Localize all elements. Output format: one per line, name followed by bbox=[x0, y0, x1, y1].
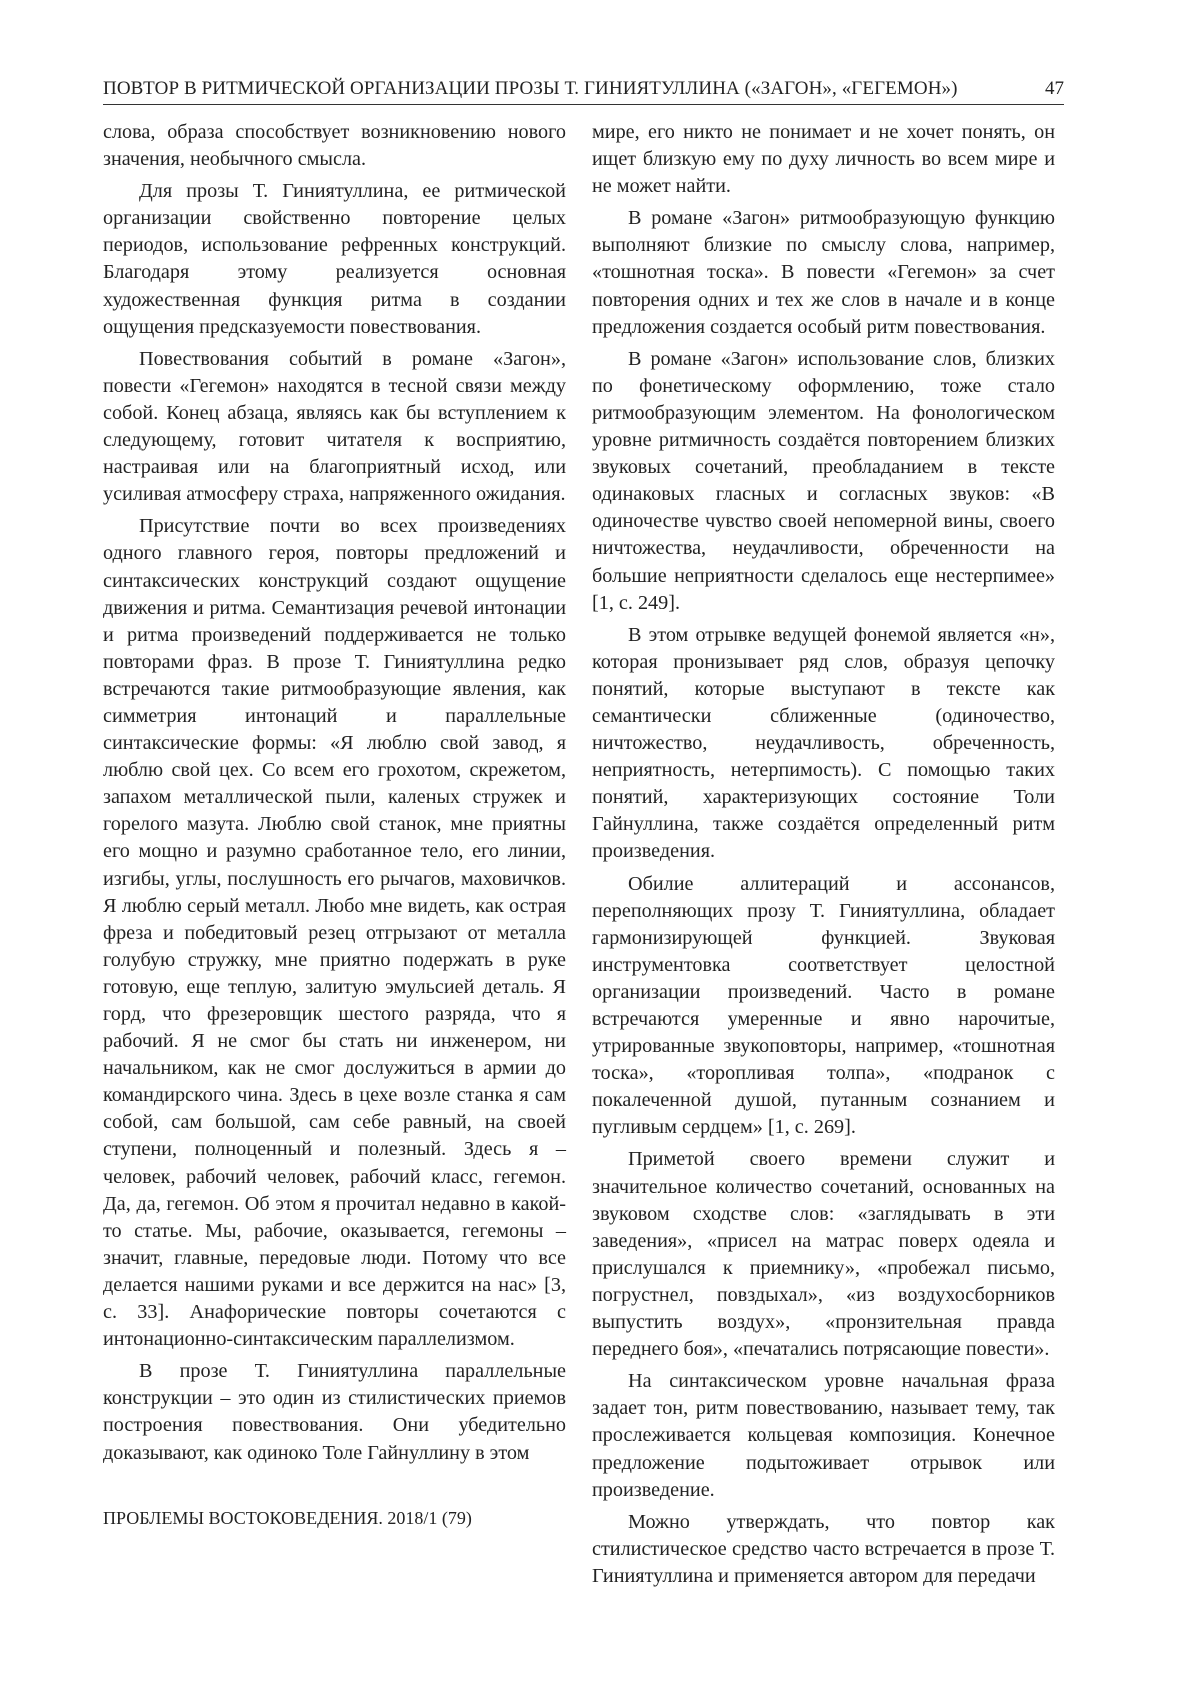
right-paragraph-5: Обилие аллитераций и ассонансов, переполняющих прозу Т. Гиниятуллина, обладает гармонизирующей функцией. Звуковая инструментовка соответствует целостной организации произведений. Часто в романе встречаются умеренные и явно нарочитые, утрированные звукоповторы, например, «тошнотная тоска», «торопливая толпа», «подранок с покалеченной душой, путанным сознанием и пугливым сердцем» [1, с. 269]. bbox=[592, 872, 1055, 1139]
left-paragraph-3: Повествования событий в романе «Загон», повести «Гегемон» находятся в тесной связи между собой. Конец абзаца, являясь как бы вступлением к следующему, готовит читателя к восприятию, настраивая или на благоприятный исход, или усиливая атмосферу страха, напряженного ожидания. bbox=[103, 347, 566, 506]
left-paragraph-4: Присутствие почти во всех произведениях одного главного героя, повторы предложений и синтаксических конструкций создают ощущение движения и ритма. Семантизация речевой интонации и ритма произведений поддерживается не только повторами фраз. В прозе Т. Гиниятуллина редко встречаются такие ритмообразующие явления, как симметрия интонаций и параллельные синтаксические формы: «Я люблю свой завод, я люблю свой цех. Со всем его грохотом, скрежетом, запахом металлической пыли, каленых стружек и горелого мазута. Люблю свой станок, мне приятны его мощно и разумно сработанное тело, его линии, изгибы, углы, послушность его рычагов, маховичков. Я люблю серый металл. Любо мне видеть, как острая фреза и победитовый резец отгрызают от металла голубую стружку, мне приятно подержать в руке готовую, еще теплую, залитую эмульсией деталь. Я горд, что фрезеровщик шестого разряда, что я рабочий. Я не смог бы стать ни инженером, ни начальником, как не смог дослужиться в армии до командирского чина. Здесь в цехе возле станка я сам собой, сам большой, сам себе равный, на своей ступени, полноценный и полезный. Здесь я – человек, рабочий человек, рабочий класс, гегемон. Да, да, гегемон. Об этом я прочитал недавно в какой-то статье. Мы, рабочие, оказывается, гегемоны – значит, главные, передовые люди. Потому что все делается нашими руками и все держится на нас» [3, с. 33]. Анафорические повторы сочетаются с интонационно-синтаксическим параллелизмом. bbox=[103, 515, 566, 1351]
page-number: 47 bbox=[1045, 78, 1064, 99]
running-head bbox=[103, 76, 1064, 105]
right-paragraph-4: В этом отрывке ведущей фонемой является «н», которая пронизывает ряд слов, образуя цепочку понятий, которые выступают в тексте как семантически сближенные (одиночество, ничтожество, неудачливость, обреченность, неприятность, нетерпимость). С помощью таких понятий, характеризующих состояние Толи Гайнуллина, также создаётся определенный ритм произведения. bbox=[592, 623, 1055, 863]
right-paragraph-6: Приметой своего времени служит и значительное количество сочетаний, основанных на звуковом сходстве слов: «заглядывать в эти заведения», «присел на матрас поверх одеяла и прислушался к приемнику», «пробежал письмо, погрустнел, повздыхал», «из воздухосборников выпустить воздух», «пронзительная правда переднего боя», «печатались потрясающие повести». bbox=[592, 1148, 1055, 1361]
running-title: ПОВТОР В РИТМИЧЕСКОЙ ОРГАНИЗАЦИИ ПРОЗЫ Т. ГИНИЯТУЛЛИНА («ЗАГОН», «ГЕГЕМОН») bbox=[103, 78, 958, 99]
journal-footer: ПРОБЛЕМЫ ВОСТОКОВЕДЕНИЯ. 2018/1 (79) bbox=[103, 1508, 472, 1528]
right-paragraph-1: мире, его никто не понимает и не хочет понять, он ищет близкую ему по духу личность во всем мире и не может найти. bbox=[592, 121, 1055, 198]
right-paragraph-8: Можно утверждать, что повтор как стилистическое средство часто встречается в прозе Т. Гиниятуллина и применяется автором для передачи bbox=[592, 1510, 1055, 1587]
right-paragraph-3: В романе «Загон» использование слов, близких по фонетическому оформлению, тоже стало ритмообразующим элементом. На фонологическом уровне ритмичность создаётся повторением близких звуковых сочетаний, преобладанием в тексте одинаковых гласных и согласных звуков: «В одиночестве чувство своей непомерной вины, своего ничтожества, неудачливости, обреченности на большие неприятности сделалось еще нестерпимее» [1, с. 249]. bbox=[592, 347, 1055, 614]
left-column bbox=[103, 119, 566, 1467]
left-paragraph-2: Для прозы Т. Гиниятуллина, ее ритмической организации свойственно повторение целых периодов, использование рефренных конструкций. Благодаря этому реализуется основная художественная функция ритма в создании ощущения предсказуемости повествования. bbox=[103, 180, 566, 338]
left-paragraph-5: В прозе Т. Гиниятуллина параллельные конструкции – это один из стилистических приемов построения повествования. Они убедительно доказывают, как одиноко Толе Гайнуллину в этом bbox=[103, 1360, 566, 1464]
right-paragraph-7: На синтаксическом уровне начальная фраза задает тон, ритм повествованию, называет тему, так прослеживается кольцевая композиция. Конечное предложение подытоживает отрывок или произведение. bbox=[592, 1370, 1055, 1501]
right-column bbox=[592, 119, 1055, 1590]
left-paragraph-1: слова, образа способствует возникновению нового значения, необычного смысла. bbox=[103, 121, 566, 171]
right-paragraph-2: В романе «Загон» ритмообразующую функцию выполняют близкие по смыслу слова, например, «тошнотная тоска». В повести «Гегемон» за счет повторения одних и тех же слов в начале и в конце предложения создается особый ритм повествования. bbox=[592, 207, 1055, 338]
